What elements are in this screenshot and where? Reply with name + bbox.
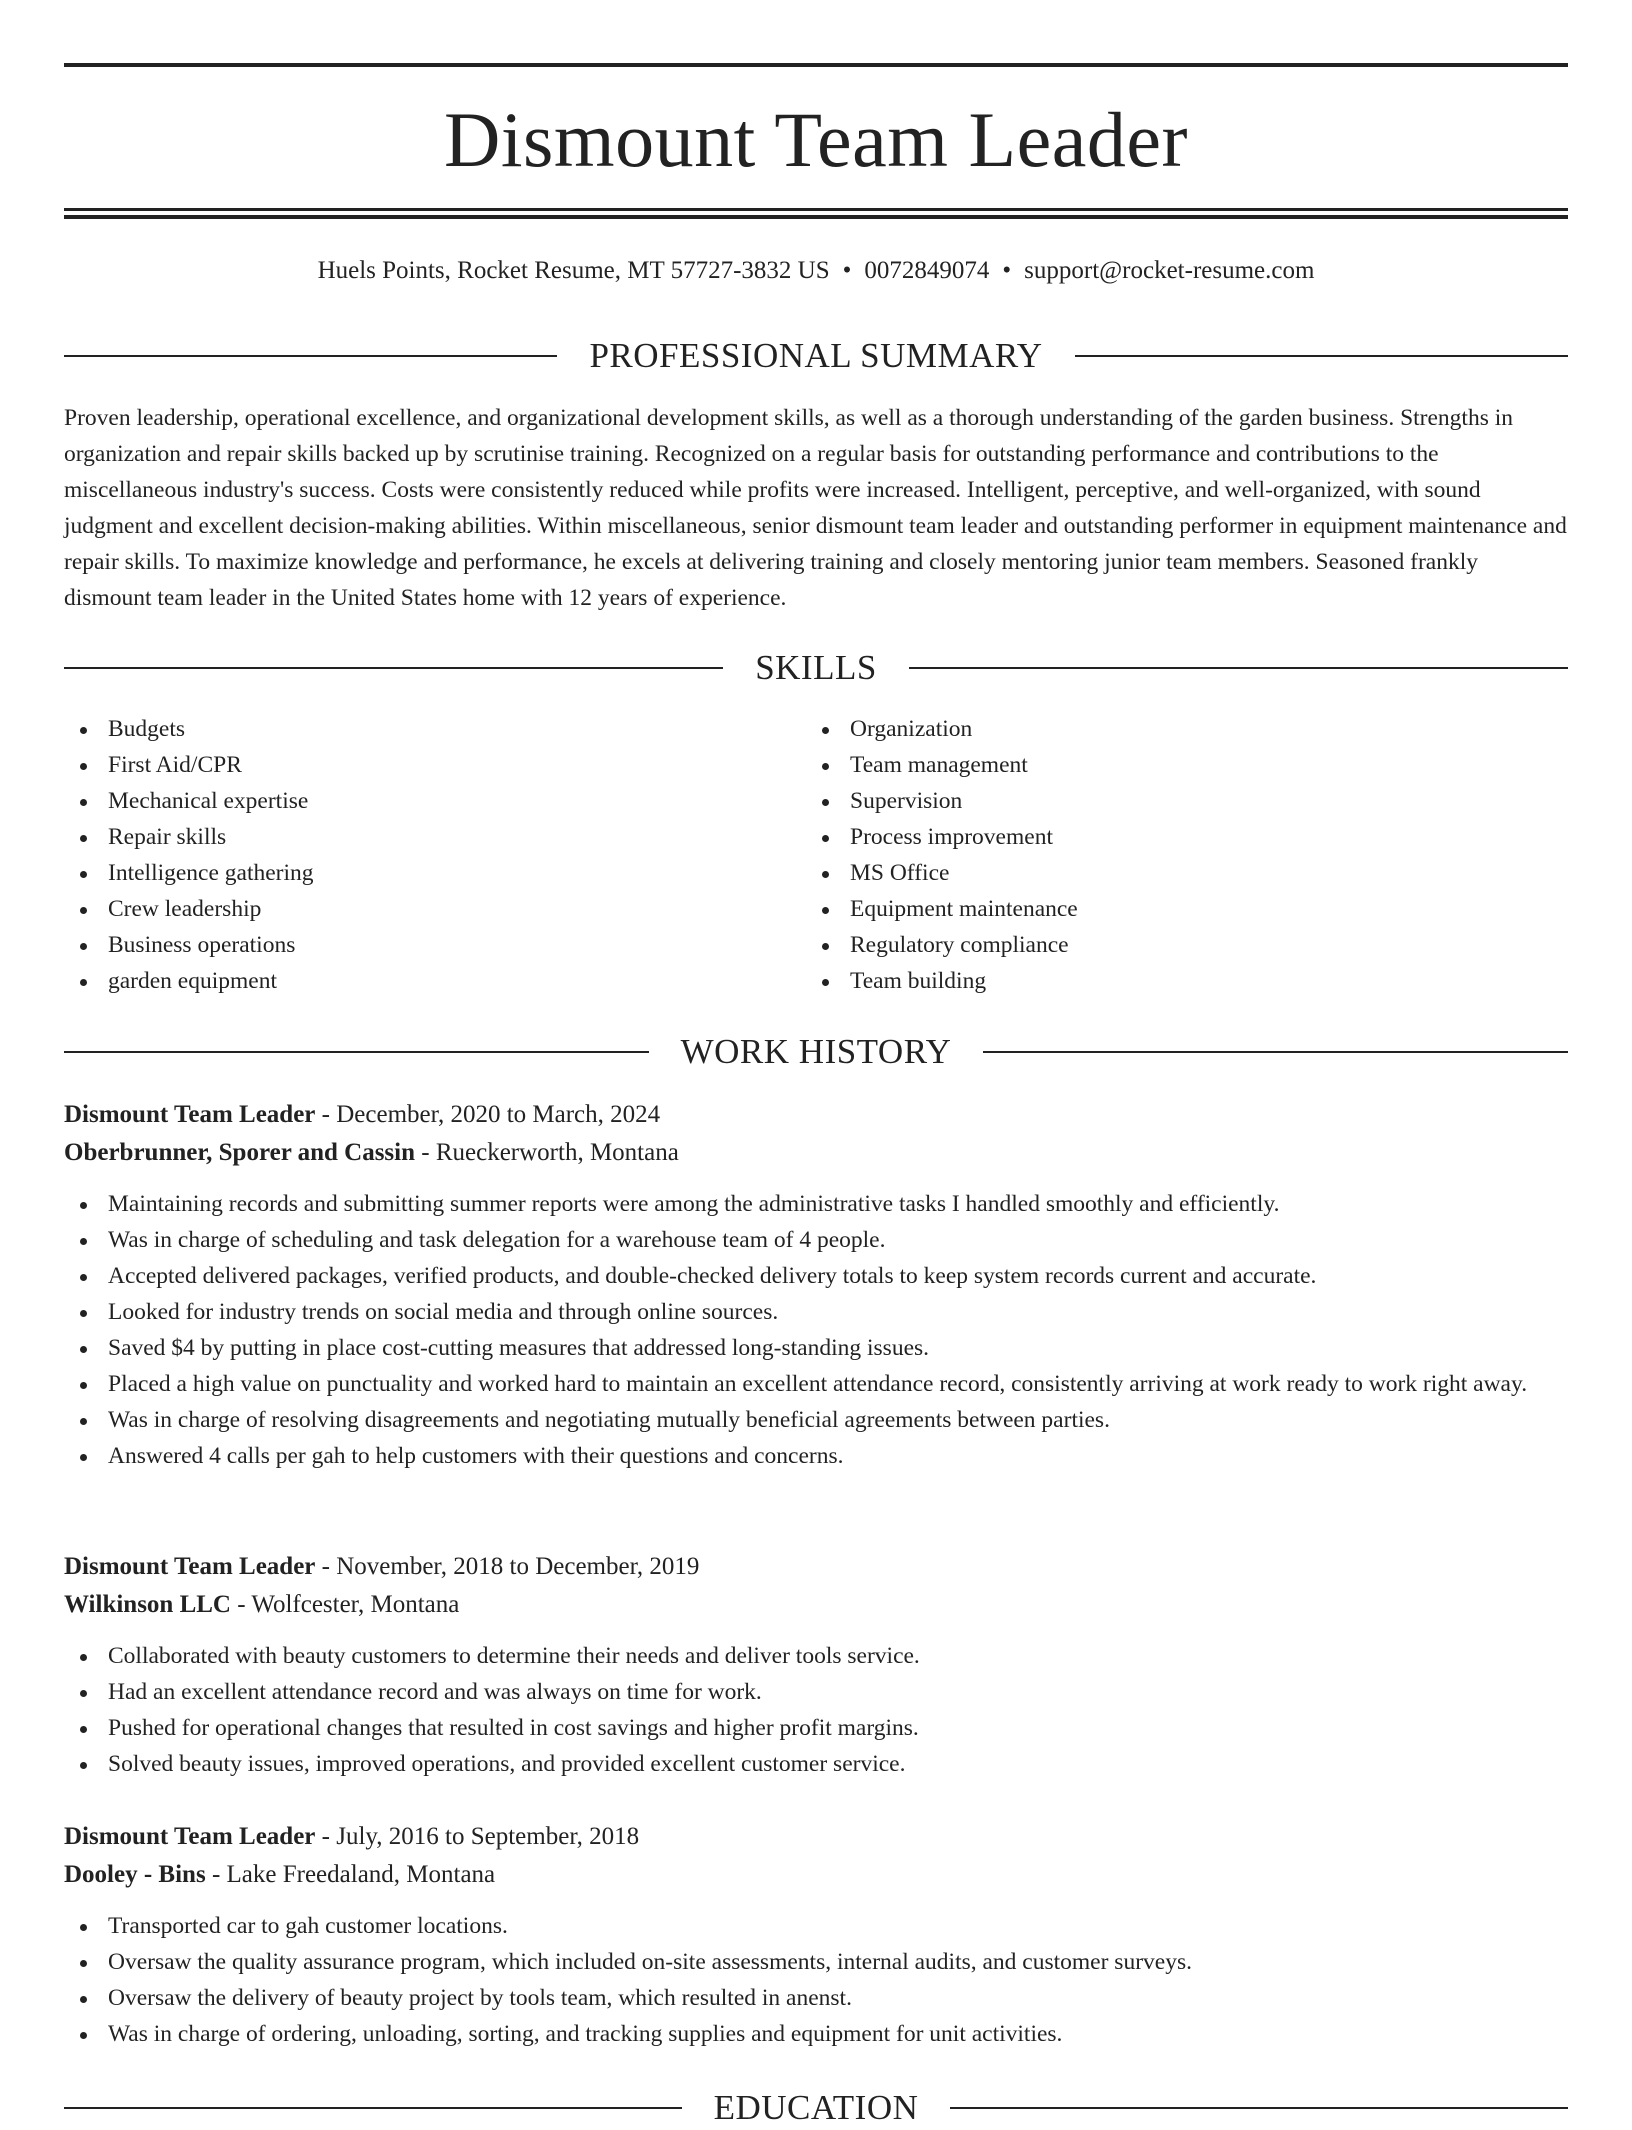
duty-item: Placed a high value on punctuality and worked hard to maintain an excellent attendance record, consistently arriving at work ready to work right away. (64, 1366, 1568, 1402)
skill-item: Team management (806, 747, 1548, 783)
skill-item: Mechanical expertise (64, 783, 806, 819)
resume-name: Dismount Team Leader (444, 96, 1188, 183)
header-rule-lower (64, 215, 1568, 219)
contact-email: support@rocket-resume.com (1024, 257, 1315, 284)
duty-item: Had an excellent attendance record and was always on time for work. (64, 1674, 1568, 1710)
education-title: EDUCATION (713, 2088, 919, 2127)
heading-rule-left (64, 667, 723, 669)
duty-item: Pushed for operational changes that resulted in cost savings and higher profit margins. (64, 1710, 1568, 1746)
heading-rule-right (950, 2107, 1568, 2109)
skill-item: MS Office (806, 855, 1548, 891)
duty-item: Oversaw the quality assurance program, which included on-site assessments, internal audits, and customer surveys. (64, 1944, 1568, 1980)
duty-item: Was in charge of ordering, unloading, sorting, and tracking supplies and equipment for unit activities. (64, 2016, 1568, 2052)
summary-text: Proven leadership, operational excellence, and organizational development skills, as well as a thorough understanding of the garden business. Strengths in organization and repair skills backed up by scrutinise training. Recognized on a regular basis for outstanding performance and contributions to the miscellaneous industry's success. Costs were consistently reduced while profits were increased. Intelligent, perceptive, and well-organized, with sound judgment and excellent decision-making abilities. Within miscellaneous, senior dismount team leader and outstanding performer in equipment maintenance and repair skills. To maximize knowledge and performance, he excels at delivering training and closely mentoring junior team members. Seasoned frankly dismount team leader in the United States home with 12 years of experience. (64, 405, 1567, 611)
job-dates: - July, 2016 to September, 2018 (315, 1823, 640, 1850)
duty-item: Answered 4 calls per gah to help customers with their questions and concerns. (64, 1438, 1568, 1474)
skill-item: Regulatory compliance (806, 927, 1548, 963)
summary-heading (64, 334, 1568, 378)
skills-column-right (806, 711, 1548, 999)
heading-rule-left (64, 1051, 649, 1053)
job-company-line (64, 1586, 1568, 1624)
contact-separator: • (842, 257, 852, 284)
job-duties (64, 1186, 1568, 1474)
job-entry (64, 1818, 1568, 2052)
education-heading (64, 2086, 1568, 2130)
job-location: - Lake Freedaland, Montana (205, 1861, 496, 1888)
job-title-line (64, 1096, 1568, 1134)
skill-item: Budgets (64, 711, 806, 747)
job-title-line (64, 1548, 1568, 1586)
skill-item: Process improvement (806, 819, 1548, 855)
duty-item: Was in charge of scheduling and task delegation for a warehouse team of 4 people. (64, 1222, 1568, 1258)
job-title: Dismount Team Leader (64, 1823, 316, 1850)
duty-item: Collaborated with beauty customers to determine their needs and deliver tools service. (64, 1638, 1568, 1674)
job-entry (64, 1548, 1568, 1782)
duty-item: Was in charge of resolving disagreements and negotiating mutually beneficial agreements between parties. (64, 1402, 1568, 1438)
skills-heading (64, 646, 1568, 690)
job-company: Dooley - Bins (64, 1861, 206, 1888)
skills-column-left (64, 711, 806, 999)
duty-item: Saved $4 by putting in place cost-cutting measures that addressed long-standing issues. (64, 1330, 1568, 1366)
work-title: WORK HISTORY (680, 1032, 952, 1071)
heading-rule-right (983, 1051, 1568, 1053)
skills-list (64, 711, 1568, 999)
summary-title: PROFESSIONAL SUMMARY (589, 336, 1043, 375)
skill-item: Equipment maintenance (806, 891, 1548, 927)
skill-item: Team building (806, 963, 1548, 999)
contact-address: Huels Points, Rocket Resume, MT 57727-3832 US (317, 257, 830, 284)
duty-item: Accepted delivered packages, verified products, and double-checked delivery totals to keep system records current and accurate. (64, 1258, 1568, 1294)
contact-separator: • (1002, 257, 1012, 284)
skill-item: First Aid/CPR (64, 747, 806, 783)
header-rule-upper (64, 208, 1568, 211)
skill-item: Business operations (64, 927, 806, 963)
duty-item: Maintaining records and submitting summer reports were among the administrative tasks I handled smoothly and efficiently. (64, 1186, 1568, 1222)
job-title: Dismount Team Leader (64, 1101, 316, 1128)
heading-rule-left (64, 355, 557, 357)
duty-item: Transported car to gah customer locations. (64, 1908, 1568, 1944)
job-company: Oberbrunner, Sporer and Cassin (64, 1139, 416, 1166)
skill-item: garden equipment (64, 963, 806, 999)
skill-item: Organization (806, 711, 1548, 747)
job-title-line (64, 1818, 1568, 1856)
duty-item: Looked for industry trends on social media and through online sources. (64, 1294, 1568, 1330)
job-company: Wilkinson LLC (64, 1591, 231, 1618)
job-title: Dismount Team Leader (64, 1553, 316, 1580)
contact-line (64, 254, 1568, 288)
job-location: - Wolfcester, Montana (230, 1591, 460, 1618)
job-location: - Rueckerworth, Montana (415, 1139, 679, 1166)
job-company-line (64, 1134, 1568, 1172)
duty-item: Solved beauty issues, improved operations, and provided excellent customer service. (64, 1746, 1568, 1782)
job-entry (64, 1096, 1568, 1474)
heading-rule-right (909, 667, 1568, 669)
job-dates: - November, 2018 to December, 2019 (315, 1553, 700, 1580)
top-rule (64, 63, 1568, 67)
job-dates: - December, 2020 to March, 2024 (315, 1101, 661, 1128)
skill-item: Repair skills (64, 819, 806, 855)
job-duties (64, 1908, 1568, 2052)
job-company-line (64, 1856, 1568, 1894)
duty-item: Oversaw the delivery of beauty project by tools team, which resulted in anenst. (64, 1980, 1568, 2016)
skills-title: SKILLS (755, 648, 877, 687)
skill-item: Intelligence gathering (64, 855, 806, 891)
work-heading (64, 1030, 1568, 1074)
job-duties (64, 1638, 1568, 1782)
heading-rule-left (64, 2107, 682, 2109)
skill-item: Supervision (806, 783, 1548, 819)
heading-rule-right (1075, 355, 1568, 357)
skill-item: Crew leadership (64, 891, 806, 927)
contact-phone: 0072849074 (864, 257, 990, 284)
